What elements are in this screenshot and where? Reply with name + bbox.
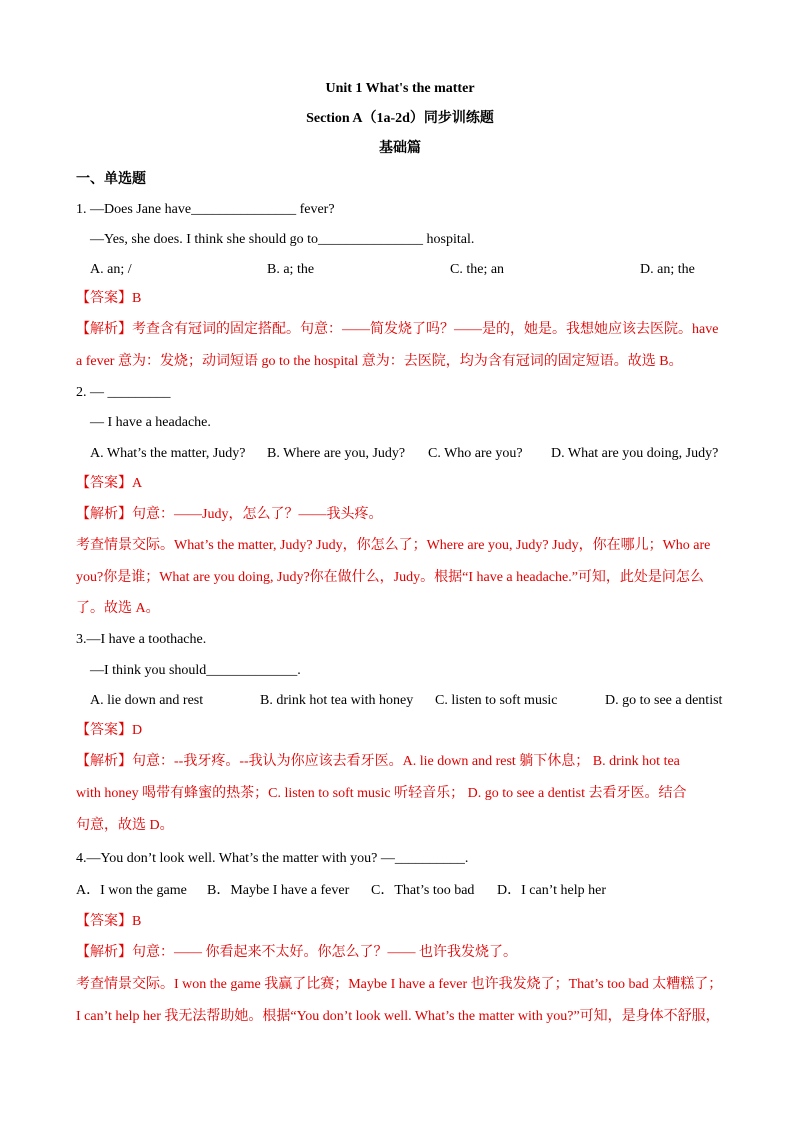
q1-answer: 【答案】B bbox=[76, 291, 142, 306]
q4-option-d: D．I can’t help her bbox=[497, 883, 606, 898]
q4-answer: 【答案】B bbox=[76, 914, 142, 929]
page-title: Unit 1 What's the matter bbox=[325, 81, 475, 96]
q2-stem-line1: 2. — _________ bbox=[76, 385, 171, 400]
q2-stem-line2: — I have a headache. bbox=[90, 415, 211, 430]
q4-analysis-line2: 考查情景交际。I won the game 我赢了比赛；Maybe I have a fever 也许我发烧了；That’s too bad 太糟糕了； bbox=[76, 977, 723, 992]
q4-option-b: B．Maybe I have a fever bbox=[207, 883, 350, 898]
q3-option-c: C. listen to soft music bbox=[435, 693, 558, 708]
q4-analysis-line1: 【解析】句意：—— 你看起来不太好。你怎么了？—— 也许我发烧了。 bbox=[76, 945, 517, 960]
q2-analysis-line3: you?你是谁；What are you doing, Judy?你在做什么，Judy。根据“I have a headache.”可知，此处是问怎么 bbox=[76, 570, 704, 585]
q1-analysis-line1: 【解析】考查含有冠词的固定搭配。句意：——简发烧了吗？——是的，她是。我想她应该去医院。have bbox=[76, 322, 719, 337]
q3-option-a: A. lie down and rest bbox=[90, 693, 204, 708]
q2-option-b: B. Where are you, Judy? bbox=[267, 446, 406, 461]
q3-answer: 【答案】D bbox=[76, 723, 143, 738]
q1-option-b: B. a; the bbox=[267, 262, 315, 277]
q3-stem-line2: —I think you should_____________. bbox=[90, 663, 301, 678]
q2-analysis-line1: 【解析】句意：——Judy，怎么了？——我头疼。 bbox=[76, 507, 383, 522]
q1-option-d: D. an; the bbox=[640, 262, 695, 277]
section-heading: 一、单选题 bbox=[76, 172, 146, 187]
q2-answer: 【答案】A bbox=[76, 476, 143, 491]
q1-option-c: C. the; an bbox=[450, 262, 505, 277]
q3-analysis-line3: 句意，故选 D。 bbox=[76, 818, 174, 833]
q3-stem-line1: 3.—I have a toothache. bbox=[76, 632, 207, 647]
q1-option-a: A. an; / bbox=[90, 262, 132, 277]
page-subtitle: Section A（1a-2d）同步训练题 bbox=[306, 111, 494, 126]
q1-stem-line2: —Yes, she does. I think she should go to_______________ hospital. bbox=[90, 232, 475, 247]
q4-analysis-line3: I can’t help her 我无法帮助她。根据“You don’t look well. What’s the matter with you?”可知，是身体不舒服， bbox=[76, 1009, 720, 1024]
q3-option-b: B. drink hot tea with honey bbox=[260, 693, 414, 708]
q2-analysis-line2: 考查情景交际。What’s the matter, Judy? Judy，你怎么了；Where are you, Judy? Judy，你在哪儿；Who are bbox=[76, 538, 711, 553]
level-label: 基础篇 bbox=[379, 141, 421, 156]
q3-analysis-line2: with honey 喝带有蜂蜜的热茶；C. listen to soft music 听轻音乐； D. go to see a dentist 去看牙医。结合 bbox=[76, 786, 687, 801]
q2-option-c: C. Who are you? bbox=[428, 446, 523, 461]
q4-option-c: C．That’s too bad bbox=[371, 883, 475, 898]
q1-analysis-line2: a fever 意为：发烧；动词短语 go to the hospital 意为：去医院，均为含有冠词的固定短语。故选 B。 bbox=[76, 354, 683, 369]
q1-stem-line1: 1. —Does Jane have_______________ fever? bbox=[76, 202, 335, 217]
q4-option-a: A．I won the game bbox=[76, 883, 187, 898]
q2-option-d: D. What are you doing, Judy? bbox=[551, 446, 719, 461]
q3-option-d: D. go to see a dentist bbox=[605, 693, 723, 708]
q4-stem-line1: 4.—You don’t look well. What’s the matter with you? —__________. bbox=[76, 851, 469, 866]
q3-analysis-line1: 【解析】句意：--我牙疼。--我认为你应该去看牙医。A. lie down and rest 躺下休息； B. drink hot tea bbox=[76, 754, 680, 769]
q2-analysis-line4: 了。故选 A。 bbox=[76, 601, 160, 616]
q2-option-a: A. What’s the matter, Judy? bbox=[90, 446, 246, 461]
